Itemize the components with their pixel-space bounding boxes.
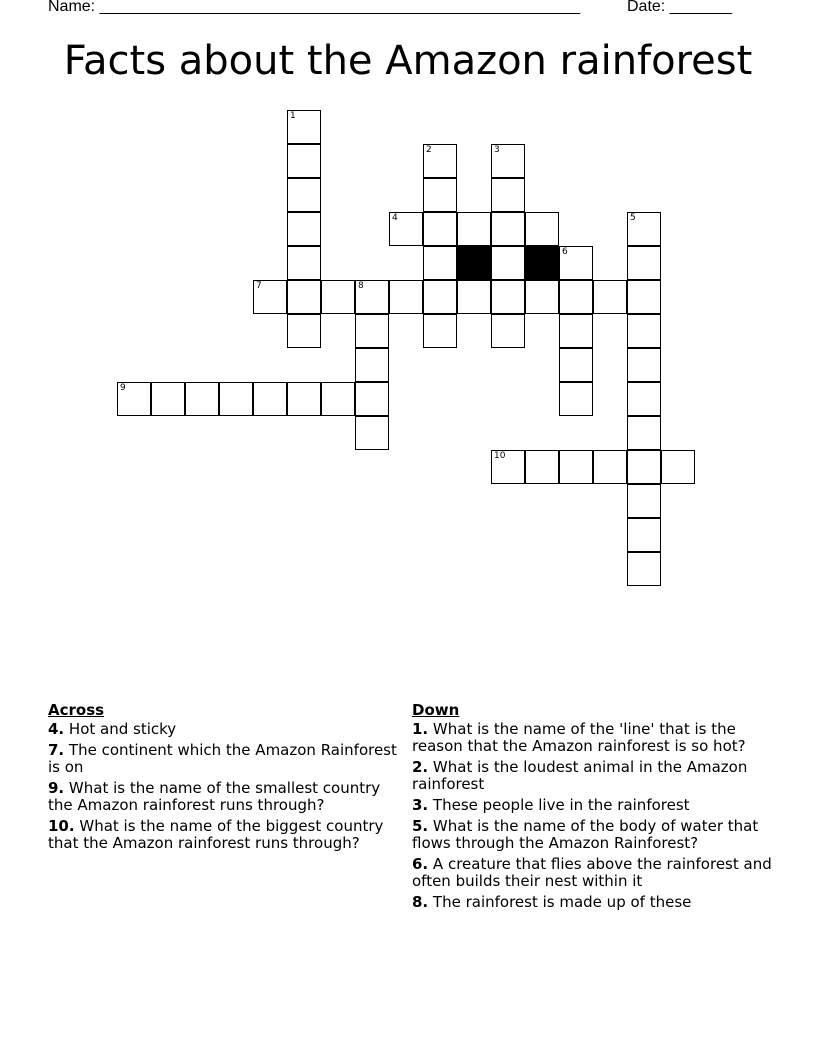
- crossword-cell[interactable]: [559, 314, 593, 348]
- clue-across-4: [48, 721, 398, 738]
- across-clues: [48, 702, 398, 856]
- clue-number-label: 1: [290, 111, 296, 121]
- clue-text: What is the name of the 'line' that is the reason that the Amazon rainforest is so hot?: [412, 720, 746, 755]
- crossword-cell[interactable]: [423, 280, 457, 314]
- crossword-cell[interactable]: [491, 450, 525, 484]
- clue-across-9: [48, 780, 398, 814]
- crossword-cell[interactable]: [117, 382, 151, 416]
- crossword-cell[interactable]: [627, 246, 661, 280]
- down-heading: Down: [412, 701, 460, 719]
- crossword-cell[interactable]: [389, 280, 423, 314]
- name-field-label: Name: ______________________________________________________: [48, 0, 581, 15]
- crossword-cell[interactable]: [287, 280, 321, 314]
- crossword-cell[interactable]: [287, 178, 321, 212]
- clue-text: What is the name of the smallest country the Amazon rainforest runs through?: [48, 779, 381, 814]
- clue-down-6: [412, 856, 772, 890]
- clue-number: 7.: [48, 741, 65, 759]
- clue-number: 1.: [412, 720, 429, 738]
- crossword-cell[interactable]: [355, 348, 389, 382]
- crossword-cell[interactable]: [389, 212, 423, 246]
- crossword-cell[interactable]: [627, 212, 661, 246]
- across-heading: Across: [48, 701, 105, 719]
- crossword-cell[interactable]: [627, 314, 661, 348]
- clue-number-label: 9: [120, 383, 126, 393]
- crossword-cell[interactable]: [423, 178, 457, 212]
- clue-number: 8.: [412, 893, 429, 911]
- clue-number-label: 2: [426, 145, 432, 155]
- crossword-cell[interactable]: [491, 246, 525, 280]
- clue-number: 5.: [412, 817, 429, 835]
- date-field-label: Date: _______: [627, 0, 732, 15]
- crossword-cell[interactable]: [423, 314, 457, 348]
- crossword-cell[interactable]: [355, 280, 389, 314]
- crossword-cell[interactable]: [253, 280, 287, 314]
- clue-number-label: 10: [494, 451, 506, 461]
- crossword-cell[interactable]: [627, 280, 661, 314]
- clue-text: These people live in the rainforest: [432, 796, 690, 814]
- crossword-cell[interactable]: [321, 280, 355, 314]
- crossword-cell[interactable]: [491, 280, 525, 314]
- crossword-cell[interactable]: [627, 552, 661, 586]
- clue-text: What is the name of the body of water that flows through the Amazon Rainforest?: [412, 817, 759, 852]
- crossword-cell[interactable]: [287, 382, 321, 416]
- crossword-cell[interactable]: [355, 314, 389, 348]
- crossword-cell[interactable]: [457, 280, 491, 314]
- clue-down-3: [412, 797, 772, 814]
- crossword-cell[interactable]: [287, 212, 321, 246]
- clue-across-10: [48, 818, 398, 852]
- crossword-cell[interactable]: [355, 416, 389, 450]
- crossword-cell[interactable]: [525, 280, 559, 314]
- crossword-cell[interactable]: [593, 450, 627, 484]
- crossword-cell[interactable]: [627, 416, 661, 450]
- crossword-cell[interactable]: [151, 382, 185, 416]
- clue-down-5: [412, 818, 772, 852]
- clue-text: The continent which the Amazon Rainforest is on: [48, 741, 397, 776]
- crossword-cell[interactable]: [253, 382, 287, 416]
- clue-number-label: 4: [392, 213, 398, 223]
- crossword-cell[interactable]: [185, 382, 219, 416]
- crossword-block-cell: [525, 246, 559, 280]
- crossword-cell[interactable]: [559, 246, 593, 280]
- clue-number: 9.: [48, 779, 65, 797]
- crossword-cell[interactable]: [423, 144, 457, 178]
- clue-down-8: [412, 894, 772, 911]
- clue-text: What is the name of the biggest country that the Amazon rainforest runs through?: [48, 817, 384, 852]
- crossword-cell[interactable]: [559, 348, 593, 382]
- crossword-cell[interactable]: [627, 382, 661, 416]
- crossword-cell[interactable]: [627, 484, 661, 518]
- clue-number-label: 5: [630, 213, 636, 223]
- crossword-cell[interactable]: [287, 314, 321, 348]
- crossword-cell[interactable]: [661, 450, 695, 484]
- crossword-block-cell: [457, 246, 491, 280]
- crossword-cell[interactable]: [355, 382, 389, 416]
- clue-number: 10.: [48, 817, 75, 835]
- crossword-cell[interactable]: [287, 246, 321, 280]
- clue-number: 3.: [412, 796, 429, 814]
- clue-number-label: 6: [562, 247, 568, 257]
- clue-number-label: 3: [494, 145, 500, 155]
- clue-down-1: [412, 721, 772, 755]
- crossword-cell[interactable]: [491, 178, 525, 212]
- crossword-cell[interactable]: [559, 280, 593, 314]
- crossword-cell[interactable]: [491, 314, 525, 348]
- crossword-cell[interactable]: [627, 518, 661, 552]
- crossword-cell[interactable]: [559, 450, 593, 484]
- clue-text: A creature that flies above the rainforest and often builds their nest within it: [412, 855, 772, 890]
- crossword-cell[interactable]: [525, 212, 559, 246]
- crossword-cell[interactable]: [423, 212, 457, 246]
- crossword-cell[interactable]: [457, 212, 491, 246]
- crossword-cell[interactable]: [423, 246, 457, 280]
- clue-text: The rainforest is made up of these: [432, 893, 692, 911]
- crossword-cell[interactable]: [321, 382, 355, 416]
- clue-number: 2.: [412, 758, 429, 776]
- clue-text: Hot and sticky: [68, 720, 177, 738]
- crossword-cell[interactable]: [219, 382, 253, 416]
- crossword-cell[interactable]: [627, 450, 661, 484]
- crossword-cell[interactable]: [627, 348, 661, 382]
- crossword-cell[interactable]: [593, 280, 627, 314]
- clue-number: 6.: [412, 855, 429, 873]
- clue-down-2: [412, 759, 772, 793]
- crossword-cell[interactable]: [491, 212, 525, 246]
- crossword-cell[interactable]: [287, 110, 321, 144]
- down-clues: [412, 702, 772, 915]
- clue-number-label: 7: [256, 281, 262, 291]
- page-title: Facts about the Amazon rainforest: [63, 38, 753, 84]
- crossword-cell[interactable]: [559, 382, 593, 416]
- clue-across-7: [48, 742, 398, 776]
- clue-number: 4.: [48, 720, 65, 738]
- crossword-cell[interactable]: [525, 450, 559, 484]
- crossword-cell[interactable]: [287, 144, 321, 178]
- clue-number-label: 8: [358, 281, 364, 291]
- crossword-cell[interactable]: [491, 144, 525, 178]
- clue-text: What is the loudest animal in the Amazon rainforest: [412, 758, 748, 793]
